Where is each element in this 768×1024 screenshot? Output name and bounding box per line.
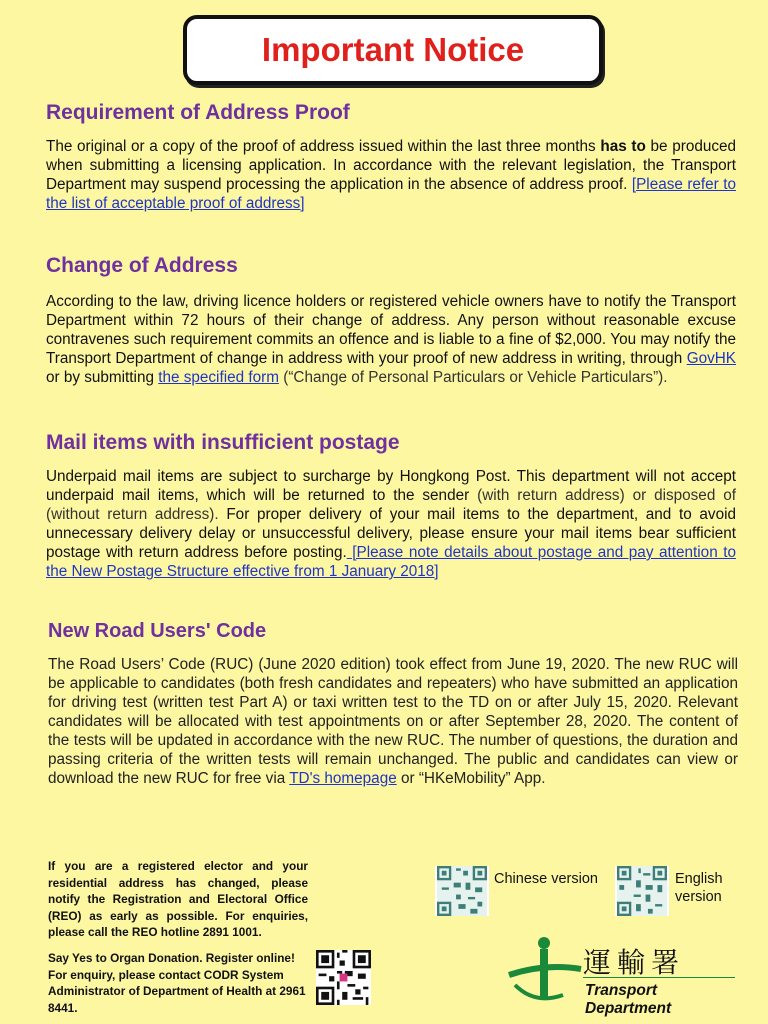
text: According to the law, driving licence holders or registered vehicle owners have to notify the Transport Department within 72 hours of their change of address. Any person without reasonable excuse contravenes such requirement commits an offence and is liable to a fine of $2,000. You may notify the Transport Department of change in address with your proof of new address in writing, through [46,293,736,367]
text: or by submitting [46,369,159,386]
chinese-version-label: Chinese version [494,871,598,887]
organ-donation-qr-code[interactable] [316,950,371,1005]
section-paragraph [46,467,736,581]
section-road-users-code [48,620,738,788]
section-heading: Mail items with insufficient postage [46,431,400,454]
section-mail-postage [46,431,736,581]
organ-donation-notice: Say Yes to Organ Donation. Register online! For enquiry, please contact CODR System Administrator of Department of Health at 2961 8441. [48,951,306,1015]
text: or “HKeMobility” App. [396,770,546,787]
qr-code-icon [316,950,371,1005]
qr-code-icon [615,866,669,916]
english-version-label: English version [675,871,723,905]
address-proof-list-link[interactable]: [Please refer to the list of acceptable proof of address] [46,176,736,212]
text: (“Change of Personal Particulars or Vehicle Particulars”). [278,369,668,386]
chinese-version-qr-code[interactable] [435,866,489,916]
text: (with return address) or disposed of (without return address). [46,487,736,523]
section-address-proof [46,101,736,213]
specified-form-link[interactable]: the specified form [158,369,279,386]
td-english-name: Transport Department [585,982,672,1017]
notice-title-box [183,15,603,85]
section-heading: Requirement of Address Proof [46,101,350,124]
section-paragraph [46,137,736,213]
td-homepage-link[interactable]: TD's homepage [289,770,397,787]
section-change-of-address [46,254,736,387]
reo-notice: If you are a registered elector and your residential address has changed, please notify the Registration and Electoral Office (REO) as early as possible. For enquiries, please call the REO hotline 2891 1001. [48,859,308,939]
section-heading: Change of Address [46,254,238,277]
text: The Road Users’ Code (RUC) (June 2020 edition) took effect from June 19, 2020. The new RUC will be applicable to candidates (both fresh candidates and repeaters) who have submitted an application for driving test (written test Part A) or taxi written test to the TD on or after July 15, 2020. Relevant candidates will be allocated with test appointments on or after September 28, 2020. The content of the tests will be updated in accordance with the new RUC. The number of questions, the duration and passing criteria of the written tests will remain unchanged. The public and candidates can view or download the new RUC for free via [48,656,738,787]
section-paragraph [46,292,736,387]
bold-text: has to [600,138,646,155]
postage-details-link[interactable]: [Please note details about postage and pay attention to the New Postage Structure effective from 1 January 2018] [46,544,737,580]
text: The original or a copy of the proof of address issued within the last three months [46,138,601,155]
td-chinese-name: 運輸署 [583,946,686,979]
transport-department-logo [505,935,740,1017]
text: Underpaid mail items are subject to surcharge by Hongkong Post. This department will not accept underpaid mail items, which will be returned to the sender [46,468,736,504]
text: For proper delivery of your mail items to the department, and to avoid unnecessary delivery delay or unsuccessful delivery, please ensure your mail items bear sufficient postage with return address before posting. [46,506,736,561]
notice-title: Important Notice [261,31,525,68]
qr-code-icon [435,866,489,916]
section-paragraph [48,655,738,788]
section-heading: New Road Users' Code [48,620,267,642]
english-version-qr-code[interactable] [615,866,669,916]
td-emblem-icon [505,935,585,1005]
text: be produced when submitting a licensing application. In accordance with the relevant legislation, the Transport Department may suspend processing the application in the absence of address proof. [46,138,737,193]
divider [583,977,735,978]
govhk-link[interactable]: GovHK [686,350,736,367]
